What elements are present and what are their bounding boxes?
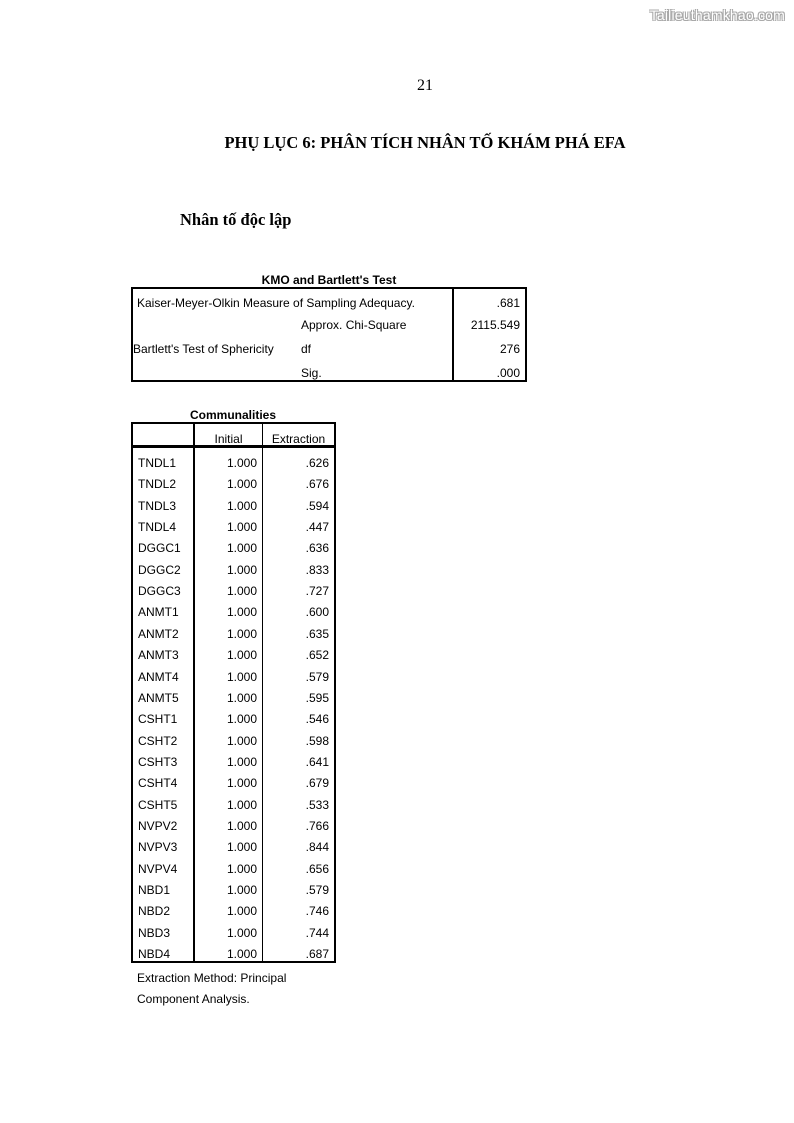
- sig-value: .000: [496, 366, 520, 380]
- appendix-title: PHỤ LỤC 6: PHÂN TÍCH NHÂN TỐ KHÁM PHÁ EFA: [224, 133, 626, 152]
- row-extraction-value: .676: [305, 477, 329, 491]
- kmo-top-border: [131, 287, 527, 289]
- row-item-label: ANMT4: [138, 670, 179, 684]
- row-initial-value: 1.000: [226, 563, 257, 577]
- row-item-label: CSHT3: [138, 755, 178, 769]
- row-initial-value: 1.000: [226, 477, 257, 491]
- row-item-label: ANMT1: [138, 605, 179, 619]
- row-initial-value: 1.000: [226, 691, 257, 705]
- comm-left-border: [131, 422, 133, 963]
- row-initial-value: 1.000: [226, 776, 257, 790]
- row-extraction-value: .656: [305, 862, 329, 876]
- row-initial-value: 1.000: [226, 605, 257, 619]
- comm-right-border: [334, 422, 336, 963]
- row-extraction-value: .844: [305, 840, 329, 854]
- row-item-label: ANMT2: [138, 627, 179, 641]
- row-initial-value: 1.000: [226, 734, 257, 748]
- row-item-label: ANMT5: [138, 691, 179, 705]
- row-item-label: NBD3: [138, 926, 171, 940]
- row-item-label: TNDL1: [138, 456, 177, 470]
- df-value: 276: [499, 342, 520, 356]
- row-initial-value: 1.000: [226, 520, 257, 534]
- header-initial: Initial: [214, 432, 243, 446]
- row-item-label: NBD1: [138, 883, 171, 897]
- row-initial-value: 1.000: [226, 819, 257, 833]
- sig-label: Sig.: [301, 366, 322, 380]
- page-number: 21: [417, 77, 433, 94]
- row-initial-value: 1.000: [226, 755, 257, 769]
- row-initial-value: 1.000: [226, 670, 257, 684]
- row-extraction-value: .447: [305, 520, 329, 534]
- row-item-label: NVPV2: [138, 819, 178, 833]
- kmo-value: .681: [496, 296, 520, 310]
- row-initial-value: 1.000: [226, 798, 257, 812]
- df-label: df: [301, 342, 312, 356]
- section-title: Nhân tố độc lập: [180, 210, 292, 229]
- row-extraction-value: .546: [305, 712, 329, 726]
- kmo-bottom-border: [131, 380, 527, 382]
- row-item-label: NBD2: [138, 904, 171, 918]
- row-extraction-value: .766: [305, 819, 329, 833]
- footnote-line-2: Component Analysis.: [137, 992, 250, 1006]
- row-extraction-value: .652: [305, 648, 329, 662]
- row-item-label: CSHT5: [138, 798, 178, 812]
- kmo-value-divider: [452, 287, 454, 382]
- row-item-label: NBD4: [138, 947, 171, 961]
- comm-bottom-border: [131, 961, 336, 963]
- header-extraction: Extraction: [271, 432, 326, 446]
- chi-square-value: 2115.549: [470, 318, 520, 332]
- communalities-title: Communalities: [189, 408, 276, 422]
- kmo-label: Kaiser-Meyer-Olkin Measure of Sampling Adequacy.: [137, 296, 415, 310]
- chi-square-label: Approx. Chi-Square: [301, 318, 407, 332]
- comm-col-divider: [262, 422, 263, 963]
- comm-item-divider: [193, 422, 195, 963]
- row-item-label: CSHT2: [138, 734, 178, 748]
- row-extraction-value: .833: [305, 563, 329, 577]
- row-item-label: NVPV3: [138, 840, 178, 854]
- row-extraction-value: .727: [305, 584, 329, 598]
- row-extraction-value: .626: [305, 456, 329, 470]
- row-item-label: TNDL4: [138, 520, 177, 534]
- row-initial-value: 1.000: [226, 904, 257, 918]
- row-item-label: CSHT4: [138, 776, 178, 790]
- row-initial-value: 1.000: [226, 840, 257, 854]
- row-item-label: DGGC1: [138, 541, 181, 555]
- comm-top-border: [131, 422, 336, 424]
- row-item-label: TNDL2: [138, 477, 177, 491]
- row-extraction-value: .635: [305, 627, 329, 641]
- row-initial-value: 1.000: [226, 883, 257, 897]
- row-extraction-value: .744: [305, 926, 329, 940]
- row-item-label: CSHT1: [138, 712, 178, 726]
- row-initial-value: 1.000: [226, 648, 257, 662]
- row-initial-value: 1.000: [226, 456, 257, 470]
- row-extraction-value: .598: [305, 734, 329, 748]
- row-item-label: TNDL3: [138, 499, 177, 513]
- row-initial-value: 1.000: [226, 862, 257, 876]
- row-extraction-value: .533: [305, 798, 329, 812]
- row-item-label: DGGC2: [138, 563, 181, 577]
- row-extraction-value: .600: [305, 605, 329, 619]
- row-extraction-value: .636: [305, 541, 329, 555]
- row-item-label: ANMT3: [138, 648, 179, 662]
- kmo-table-title: KMO and Bartlett's Test: [261, 273, 397, 287]
- row-initial-value: 1.000: [226, 584, 257, 598]
- footnote-line-1: Extraction Method: Principal: [137, 971, 287, 985]
- row-initial-value: 1.000: [226, 499, 257, 513]
- row-extraction-value: .679: [305, 776, 329, 790]
- watermark: Tailieuthamkhao.com: [649, 7, 785, 23]
- row-initial-value: 1.000: [226, 947, 257, 961]
- row-extraction-value: .595: [305, 691, 329, 705]
- row-extraction-value: .641: [305, 755, 329, 769]
- row-extraction-value: .746: [305, 904, 329, 918]
- row-item-label: NVPV4: [138, 862, 178, 876]
- row-extraction-value: .594: [305, 499, 329, 513]
- row-extraction-value: .579: [305, 670, 329, 684]
- row-item-label: DGGC3: [138, 584, 181, 598]
- row-initial-value: 1.000: [226, 541, 257, 555]
- kmo-left-border: [131, 287, 133, 382]
- kmo-right-border: [525, 287, 527, 382]
- row-initial-value: 1.000: [226, 712, 257, 726]
- row-extraction-value: .579: [305, 883, 329, 897]
- row-extraction-value: .687: [305, 947, 329, 961]
- row-initial-value: 1.000: [226, 627, 257, 641]
- bartlett-label: Bartlett's Test of Sphericity: [133, 342, 274, 356]
- row-initial-value: 1.000: [226, 926, 257, 940]
